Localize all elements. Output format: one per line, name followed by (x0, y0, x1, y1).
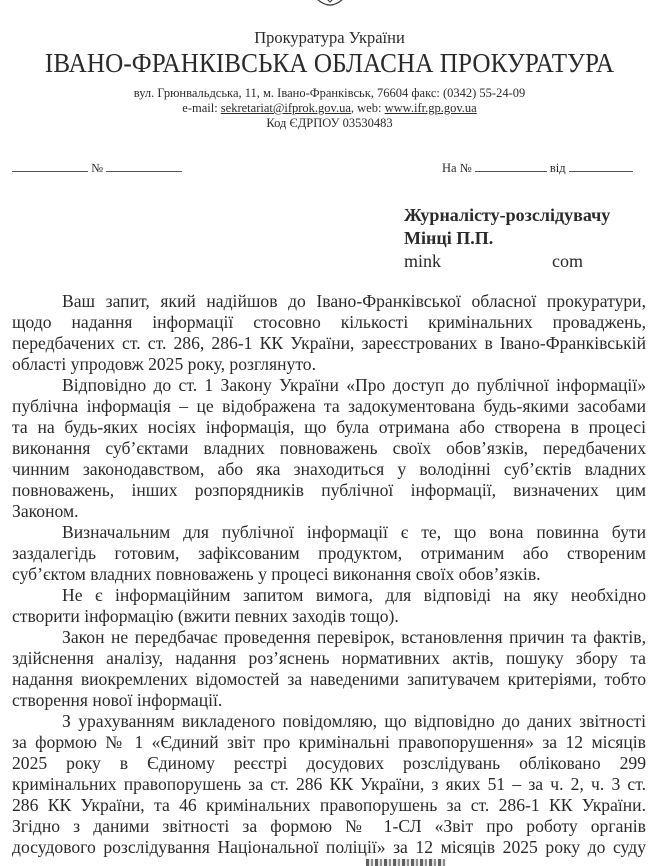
body-line: передбачених ст. ст. 286, 286-1 КК України, зареєстрованих в Івано-Франківській (12, 333, 646, 353)
org-contacts (0, 101, 659, 116)
number-blank (106, 161, 182, 172)
no-label: № (91, 161, 104, 175)
from-label: від (549, 161, 566, 175)
email-part-a: mink (404, 251, 442, 271)
body-line: за формою № 1 «Єдиний звіт про кримінальні правопорушення» за 12 місяців (12, 732, 646, 752)
email-part-b: com (552, 251, 583, 271)
incoming-ref (442, 161, 633, 176)
body-line: Визначальним для публічної інформації є те, що вона повинна бути (62, 522, 646, 542)
outgoing-ref (12, 161, 182, 176)
body-line: надання виокремлених відомостей за наведеними запитувачем критеріями, тобто (12, 669, 646, 689)
org-title: ІВАНО-ФРАНКІВСЬКА ОБЛАСНА ПРОКУРАТУРА (44, 48, 615, 78)
body-line: Згідно з даними звітності за формою № 1-СЛ «Звіт про роботу органів (12, 816, 646, 836)
web-link[interactable]: www.ifr.gp.gov.ua (384, 101, 477, 115)
body-line: Ваш запит, який надійшов до Івано-Франківської обласної прокуратури, (62, 291, 646, 311)
addressee-title: Журналісту-розслідувачу (404, 205, 611, 225)
body-line: виконання суб’єктами владних повноважень своїх обов’язків, передбачених (12, 438, 646, 458)
body-line: заздалегідь готовим, зафіксованим продуктом, отриманим або створеним (12, 543, 646, 563)
body-line: області упродовж 2025 року, розглянуто. (12, 354, 316, 374)
letter-body (12, 291, 646, 858)
body-line: публічна інформація – це відображена та задокументована будь-якими засобами (12, 396, 646, 416)
body-line: суб’єктом владних повноважень у процесі виконання своїх обов’язків. (12, 564, 541, 584)
reply-to-label: На № (442, 161, 472, 175)
coat-of-arms-icon (312, 0, 348, 8)
addressee-name: Мінці П.П. (404, 228, 494, 248)
body-line: створити інформацію (вжити певних заходів тощо). (12, 606, 399, 626)
body-line: досудового розслідування Національної поліції» за 12 місяців 2025 року до суду (12, 837, 646, 857)
reply-number-blank (475, 161, 547, 172)
body-line: Відповідно до ст. 1 Закону України «Про доступ до публічної інформації» (62, 375, 646, 395)
body-line: та на будь-яких носіях інформація, що була отримана або створена в процесі (12, 417, 646, 437)
body-line: щодо надання інформації стосовно кількості кримінальних проваджень, (12, 312, 646, 332)
reply-date-blank (569, 161, 633, 172)
org-address: вул. Грюнвальдська, 11, м. Івано-Франківськ, 76604 факс: (0342) 55-24-09 (133, 86, 526, 100)
email-link[interactable]: sekretariat@ifprok.gov.ua (220, 101, 351, 115)
body-line: 2025 року в Єдиному реєстрі досудових розслідувань обліковано 299 (12, 753, 646, 773)
org-superior: Прокуратура України (254, 28, 405, 47)
addressee-email (404, 251, 583, 272)
body-line: З урахуванням викладеного повідомляю, що відповідно до даних звітності (62, 711, 646, 731)
body-line: Не є інформаційним запитом вимога, для відповіді на яку необхідно (62, 585, 646, 605)
body-line: кримінальних правопорушень за ст. 286 КК України, з яких 51 – за ч. 2, ч. 3 ст. (12, 774, 646, 794)
qr-code-icon (366, 859, 446, 866)
date-blank (12, 161, 88, 172)
body-line: Закон не передбачає проведення перевірок, встановлення причин та фактів, (62, 627, 646, 647)
body-line: створення нової інформації. (12, 690, 223, 710)
org-edrpou: Код ЄДРПОУ 03530483 (266, 116, 393, 130)
email-label: e-mail: (182, 101, 221, 115)
web-label: , web: (350, 101, 385, 115)
body-line: 286 КК України, та 46 кримінальних правопорушень за ст. 286-1 КК України. (12, 795, 646, 815)
body-line: повноважень, інших розпорядників публічної інформації, визначених цим (12, 480, 646, 500)
body-line: чинним законодавством, або яка знаходиться у володінні суб’єктів владних (12, 459, 646, 479)
body-line: Законом. (12, 501, 79, 521)
body-line: здійснення аналізу, надання роз’яснень нормативних актів, пошуку збору та (12, 648, 646, 668)
